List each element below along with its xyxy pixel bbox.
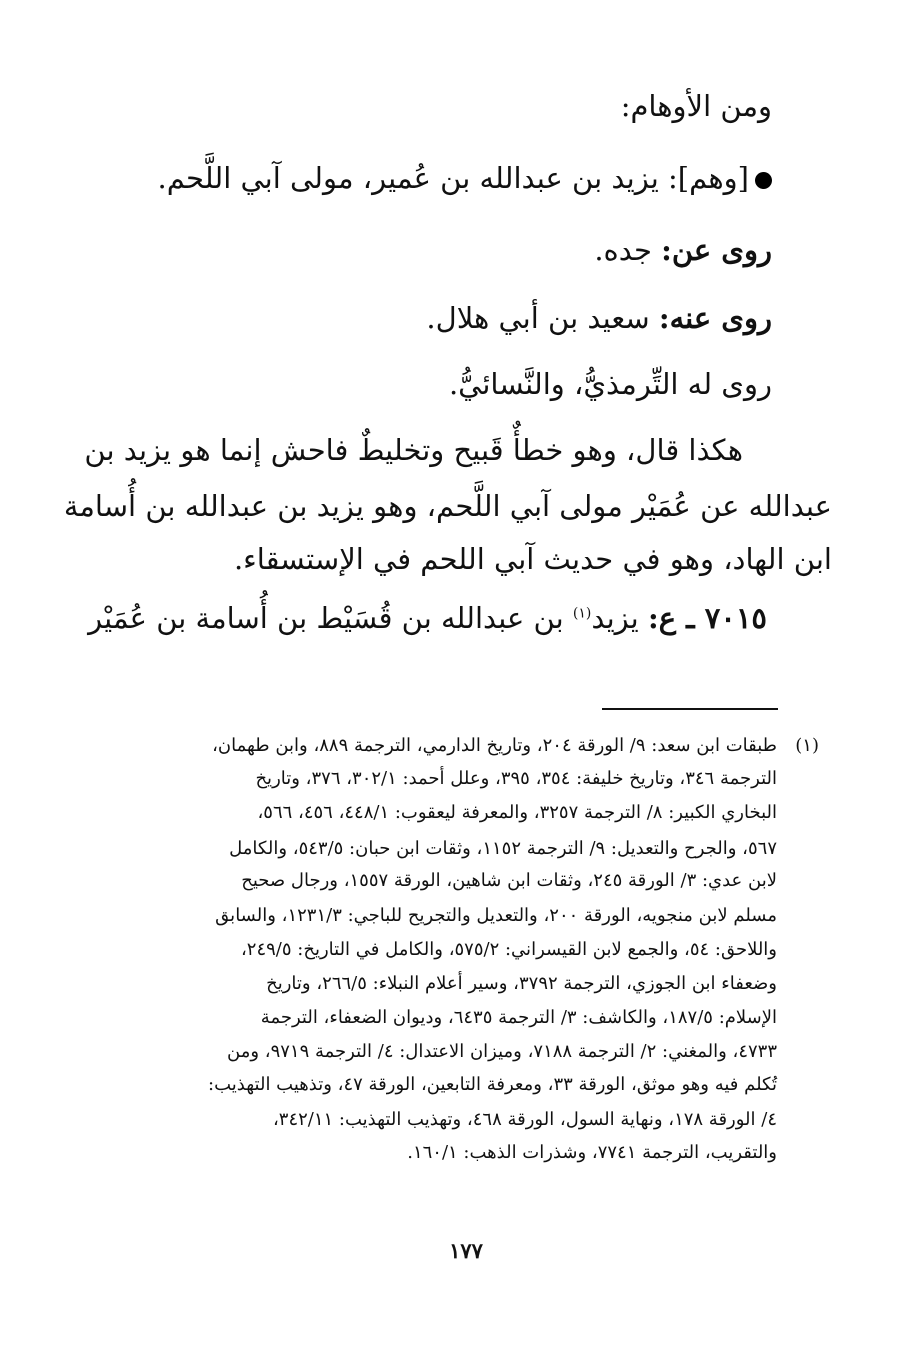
narrated-by bbox=[426, 296, 772, 340]
footnote-line: واللاحق: ٥٤، والجمع لابن القيسراني: ٥٧٥/٢، والكامل في التاريخ: ٢٤٩/٥، bbox=[240, 939, 777, 960]
page-number: ١٧٧ bbox=[449, 1238, 483, 1263]
commentary-line-1: هكذا قال، وهو خطأٌ قَبيح وتخليطٌ فاحش إنما هو يزيد بن bbox=[84, 433, 743, 467]
footnote-line: وضعفاء ابن الجوزي، الترجمة ٣٧٩٢، وسير أعلام النبلاء: ٢٦٦/٥، وتاريخ bbox=[266, 973, 777, 994]
narrated-for: روى له التِّرمذيُّ، والنَّسائيُّ. bbox=[448, 367, 772, 401]
narrated-by-text: سعيد بن أبي هلال. bbox=[426, 301, 650, 335]
wahm-tag: [وهم]: bbox=[668, 161, 749, 195]
narrated-by-label: روى عنه: bbox=[658, 301, 772, 335]
commentary-line-3: ابن الهاد، وهو في حديث آبي اللحم في الإستسقاء. bbox=[233, 542, 832, 576]
footnote-line: البخاري الكبير: ٨/ الترجمة ٣٢٥٧، والمعرفة ليعقوب: ٤٤٨/١، ٤٥٦، ٥٦٦، bbox=[257, 802, 777, 823]
narrated-from-label: روى عن: bbox=[661, 233, 772, 267]
entry-number: ٧٠١٥ ـ ع: bbox=[647, 601, 767, 635]
commentary-line-2: عبدالله عن عُمَيْر مولى آبي اللَّحم، وهو يزيد بن عبدالله بن أُسامة bbox=[63, 489, 832, 523]
footnote-line: تُكلم فيه وهو موثق، الورقة ٣٣، ومعرفة التابعين، الورقة ٤٧، وتذهيب التهذيب: bbox=[208, 1074, 777, 1095]
bullet-icon bbox=[755, 172, 772, 189]
entry-lineage: بن عبدالله بن قُسَيْط بن أُسامة بن عُمَيْر bbox=[88, 601, 564, 635]
footnote-number: (١) bbox=[795, 735, 819, 756]
entry-wahm bbox=[158, 156, 772, 200]
entry-7015 bbox=[88, 596, 767, 640]
footnote-separator bbox=[602, 708, 778, 710]
footnote-line: والتقريب، الترجمة ٧٧٤١، وشذرات الذهب: ١٦٠/١. bbox=[407, 1142, 777, 1163]
footnote-line: طبقات ابن سعد: ٩/ الورقة ٢٠٤، وتاريخ الدارمي، الترجمة ٨٨٩، وابن طهمان، bbox=[212, 735, 777, 756]
section-heading: ومن الأوهام: bbox=[620, 89, 772, 123]
narrated-from bbox=[594, 228, 772, 272]
narrated-from-text: جده. bbox=[594, 233, 652, 267]
footnote-line: لابن عدي: ٣/ الورقة ٢٤٥، وثقات ابن شاهين، الورقة ١٥٥٧، ورجال صحيح bbox=[241, 870, 777, 891]
footnote-line: ٤٧٣٣، والمغني: ٢/ الترجمة ٧١٨٨، وميزان الاعتدال: ٤/ الترجمة ٩٧١٩، ومن bbox=[227, 1041, 777, 1062]
footnote-line: ٤/ الورقة ١٧٨، ونهاية السول، الورقة ٤٦٨، وتهذيب التهذيب: ٣٤٢/١١، bbox=[272, 1109, 777, 1130]
footnote-line: مسلم لابن منجويه، الورقة ٢٠٠، والتعديل والتجريح للباجي: ١٢٣١/٣، والسابق bbox=[215, 905, 777, 926]
footnote-line: الإسلام: ١٨٧/٥، والكاشف: ٣/ الترجمة ٦٤٣٥، وديوان الضعفاء، الترجمة bbox=[260, 1007, 777, 1028]
footnote-line: الترجمة ٣٤٦، وتاريخ خليفة: ٣٥٤، ٣٩٥، وعلل أحمد: ٣٠٢/١، ٣٧٦، وتاريخ bbox=[255, 768, 777, 789]
footnote-ref: (١) bbox=[572, 605, 592, 622]
wahm-text: يزيد بن عبدالله بن عُمير، مولى آبي اللَّحم. bbox=[157, 161, 659, 195]
entry-name: يزيد bbox=[591, 601, 639, 635]
footnote-line: ٥٦٧، والجرح والتعديل: ٩/ الترجمة ١١٥٢، وثقات ابن حبان: ٥٤٣/٥، والكامل bbox=[229, 838, 777, 859]
